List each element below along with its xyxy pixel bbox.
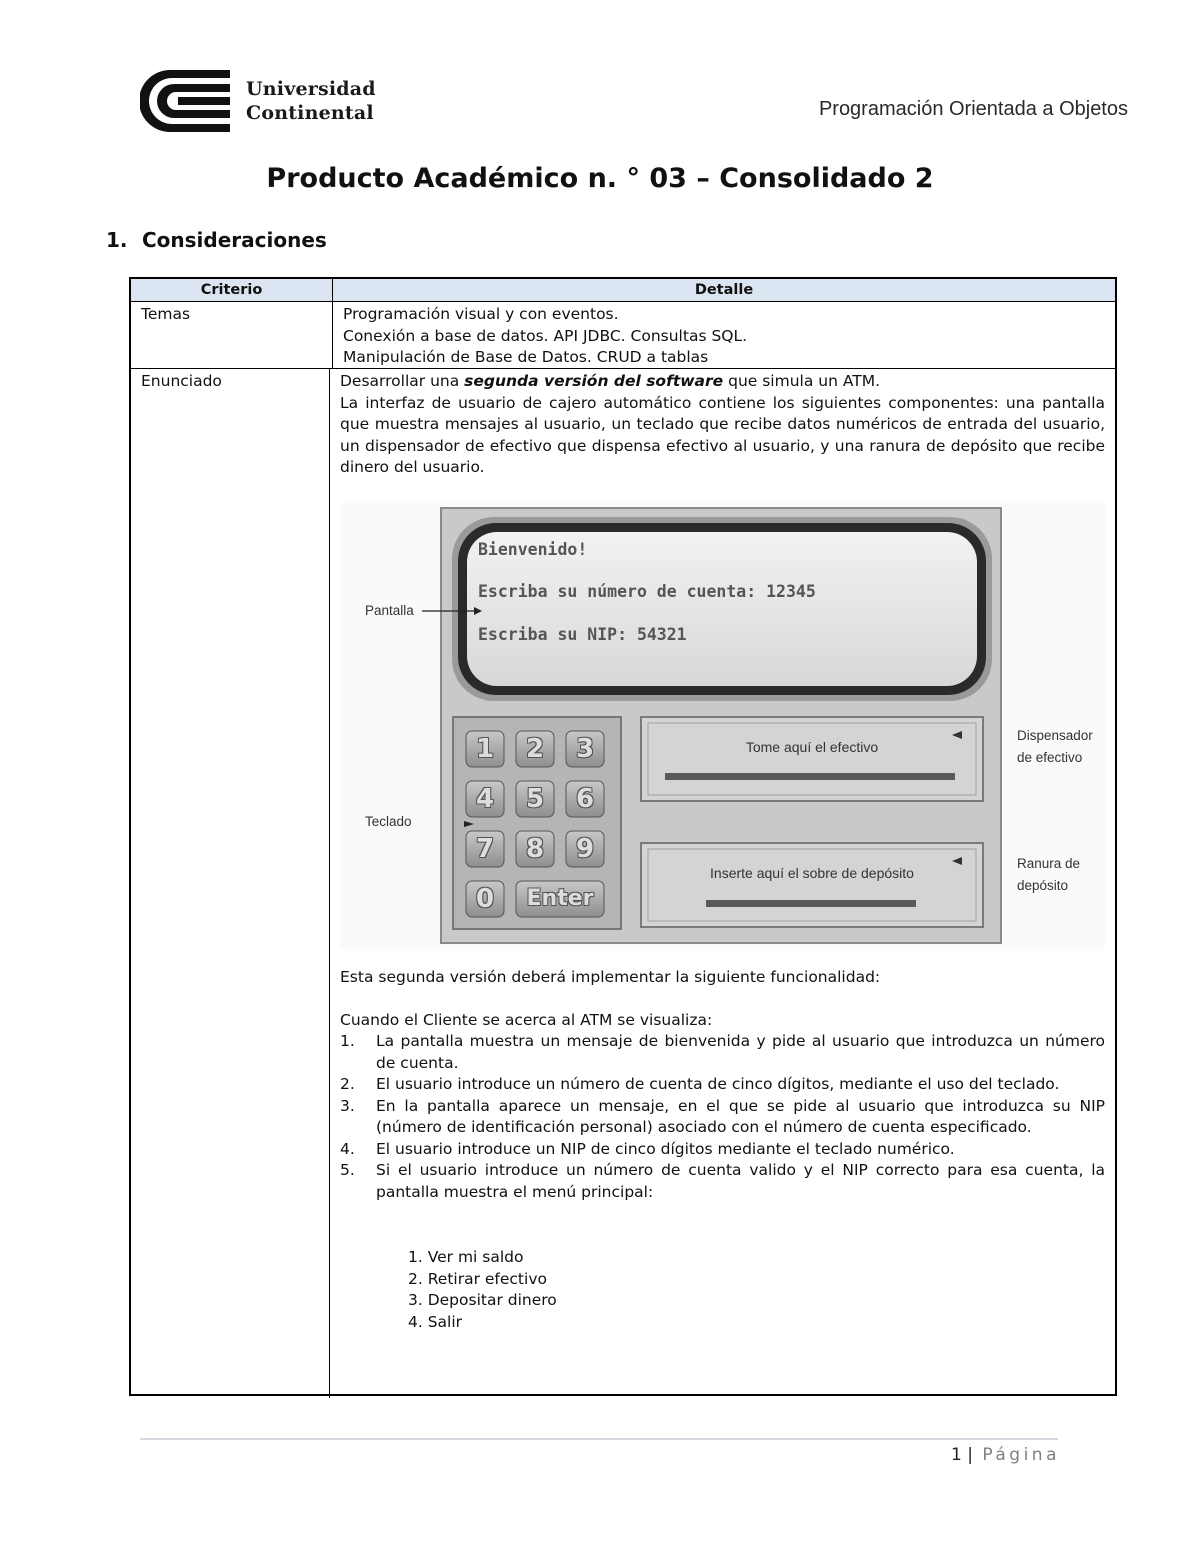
header-detalle: Detalle (694, 282, 754, 298)
label-dispensador-line: de efectivo (1017, 749, 1083, 765)
screen-line-account: Escriba su número de cuenta: 12345 (478, 581, 816, 601)
key-4: 4 (475, 783, 495, 814)
cell-temas-label: Temas (131, 302, 333, 368)
tema-line: Conexión a base de datos. API JDBC. Consultas SQL. (343, 326, 748, 345)
step-number: 1. (340, 1032, 355, 1050)
step-text: El usuario introduce un número de cuenta de cinco dígitos, mediante el uso del teclado. (376, 1075, 1060, 1093)
logo-wordmark (246, 77, 376, 125)
menu-option: 4. Salir (408, 1312, 463, 1331)
label-dispensador (1017, 725, 1093, 769)
logo-line-2: Continental (246, 102, 374, 124)
step-number: 5. (340, 1161, 355, 1179)
tema-line: Manipulación de Base de Datos. CRUD a tablas (343, 348, 709, 366)
key-1: 1 (475, 733, 495, 764)
main-menu-list (408, 1247, 1105, 1333)
header-criterio: Criterio (131, 279, 333, 301)
screen-line-pin: Escriba su NIP: 54321 (478, 624, 687, 644)
key-5: 5 (525, 783, 545, 814)
cell-enunciado-label: Enunciado (131, 369, 330, 1398)
menu-option: 1. Ver mi saldo (408, 1248, 524, 1266)
key-9: 9 (575, 833, 595, 864)
key-3: 3 (575, 733, 595, 764)
deposit-slot-panel (641, 843, 983, 927)
page-number-value: 1 (951, 1445, 962, 1465)
label-teclado: Teclado (365, 813, 412, 829)
document-title: Producto Académico n. ° 03 – Consolidado 2 (266, 163, 934, 194)
list-item (340, 1074, 1105, 1096)
continental-logo-icon (140, 68, 232, 134)
deposit-slot-label: Inserte aquí el sobre de depósito (710, 864, 914, 881)
deposit-slot (706, 900, 916, 907)
tema-line: Programación visual y con eventos. (343, 305, 619, 323)
list-item (340, 1031, 1105, 1074)
enunciado-description: La interfaz de usuario de cajero automático contiene los siguientes componentes: una pantalla que muestra mensajes al usuario, un teclado que recibe datos numéricos de entrada del usuario, un dispensador de efectivo que dispensa efectivo al usuario, y una ranura de depósito que recibe dinero del usuario. (340, 393, 1105, 476)
label-pantalla: Pantalla (365, 602, 414, 618)
section-heading (106, 228, 327, 252)
step-number: 2. (340, 1075, 355, 1093)
intro-text-end: que simula un ATM. (723, 372, 881, 390)
table-row-enunciado (131, 369, 1115, 1398)
enunciado-intro (340, 371, 1105, 393)
steps-list (340, 1031, 1105, 1203)
step-text: La pantalla muestra un mensaje de bienvenida y pide al usuario que introduzca un número de cuenta. (376, 1032, 1105, 1072)
step-text: Si el usuario introduce un número de cuenta valido y el NIP correcto para esa cuenta, la pantalla muestra el menú principal: (376, 1161, 1105, 1201)
table-row-temas (131, 302, 1115, 369)
list-item (340, 1139, 1105, 1161)
intro-text: Desarrollar una (340, 372, 465, 390)
logo-line-1: Universidad (246, 78, 376, 100)
list-item (340, 1096, 1105, 1139)
key-7: 7 (475, 833, 495, 864)
page-label: Página (982, 1445, 1060, 1465)
functionality-intro: Esta segunda versión deberá implementar la siguiente funcionalidad: (340, 967, 881, 986)
key-enter: Enter (526, 885, 594, 911)
client-intro: Cuando el Cliente se acerca al ATM se visualiza: (340, 1010, 713, 1029)
university-logo (140, 66, 390, 136)
screen-line-welcome: Bienvenido! (478, 539, 588, 559)
cell-temas-detail (333, 302, 1115, 368)
key-8: 8 (525, 833, 545, 864)
table-header-row (131, 279, 1115, 302)
step-number: 4. (340, 1139, 355, 1158)
cash-dispenser (641, 717, 983, 801)
step-text: En la pantalla aparece un mensaje, en el que se pide al usuario que introduzca su NIP (número de identificación personal) asociado con el número de cuenta especificado. (376, 1096, 1105, 1136)
label-ranura-line: depósito (1017, 877, 1069, 893)
key-0: 0 (475, 883, 495, 914)
label-ranura-line: Ranura de (1017, 855, 1081, 871)
step-text: El usuario introduce un NIP de cinco dígitos mediante el teclado numérico. (376, 1139, 955, 1158)
step-number: 3. (340, 1096, 355, 1115)
footer-divider (140, 1438, 1058, 1440)
course-name: Programación Orientada a Objetos (818, 98, 1128, 120)
cash-slot-label: Tome aquí el efectivo (745, 738, 879, 755)
page-number (951, 1445, 1060, 1465)
key-6: 6 (575, 783, 595, 814)
section-number: 1. (106, 228, 128, 252)
intro-emphasis: segunda versión del software (464, 372, 724, 390)
considerations-table (129, 277, 1117, 1396)
label-ranura (1017, 853, 1080, 897)
list-item (340, 1160, 1105, 1203)
atm-illustration (340, 503, 1105, 949)
cell-enunciado-detail (330, 369, 1115, 1398)
section-title: Consideraciones (142, 228, 327, 252)
cash-slot (665, 773, 955, 780)
menu-option: 2. Retirar efectivo (408, 1269, 547, 1288)
menu-option: 3. Depositar dinero (408, 1291, 557, 1309)
label-dispensador-line: Dispensador (1017, 727, 1093, 743)
key-2: 2 (525, 733, 545, 764)
page-separator: | (967, 1445, 973, 1465)
